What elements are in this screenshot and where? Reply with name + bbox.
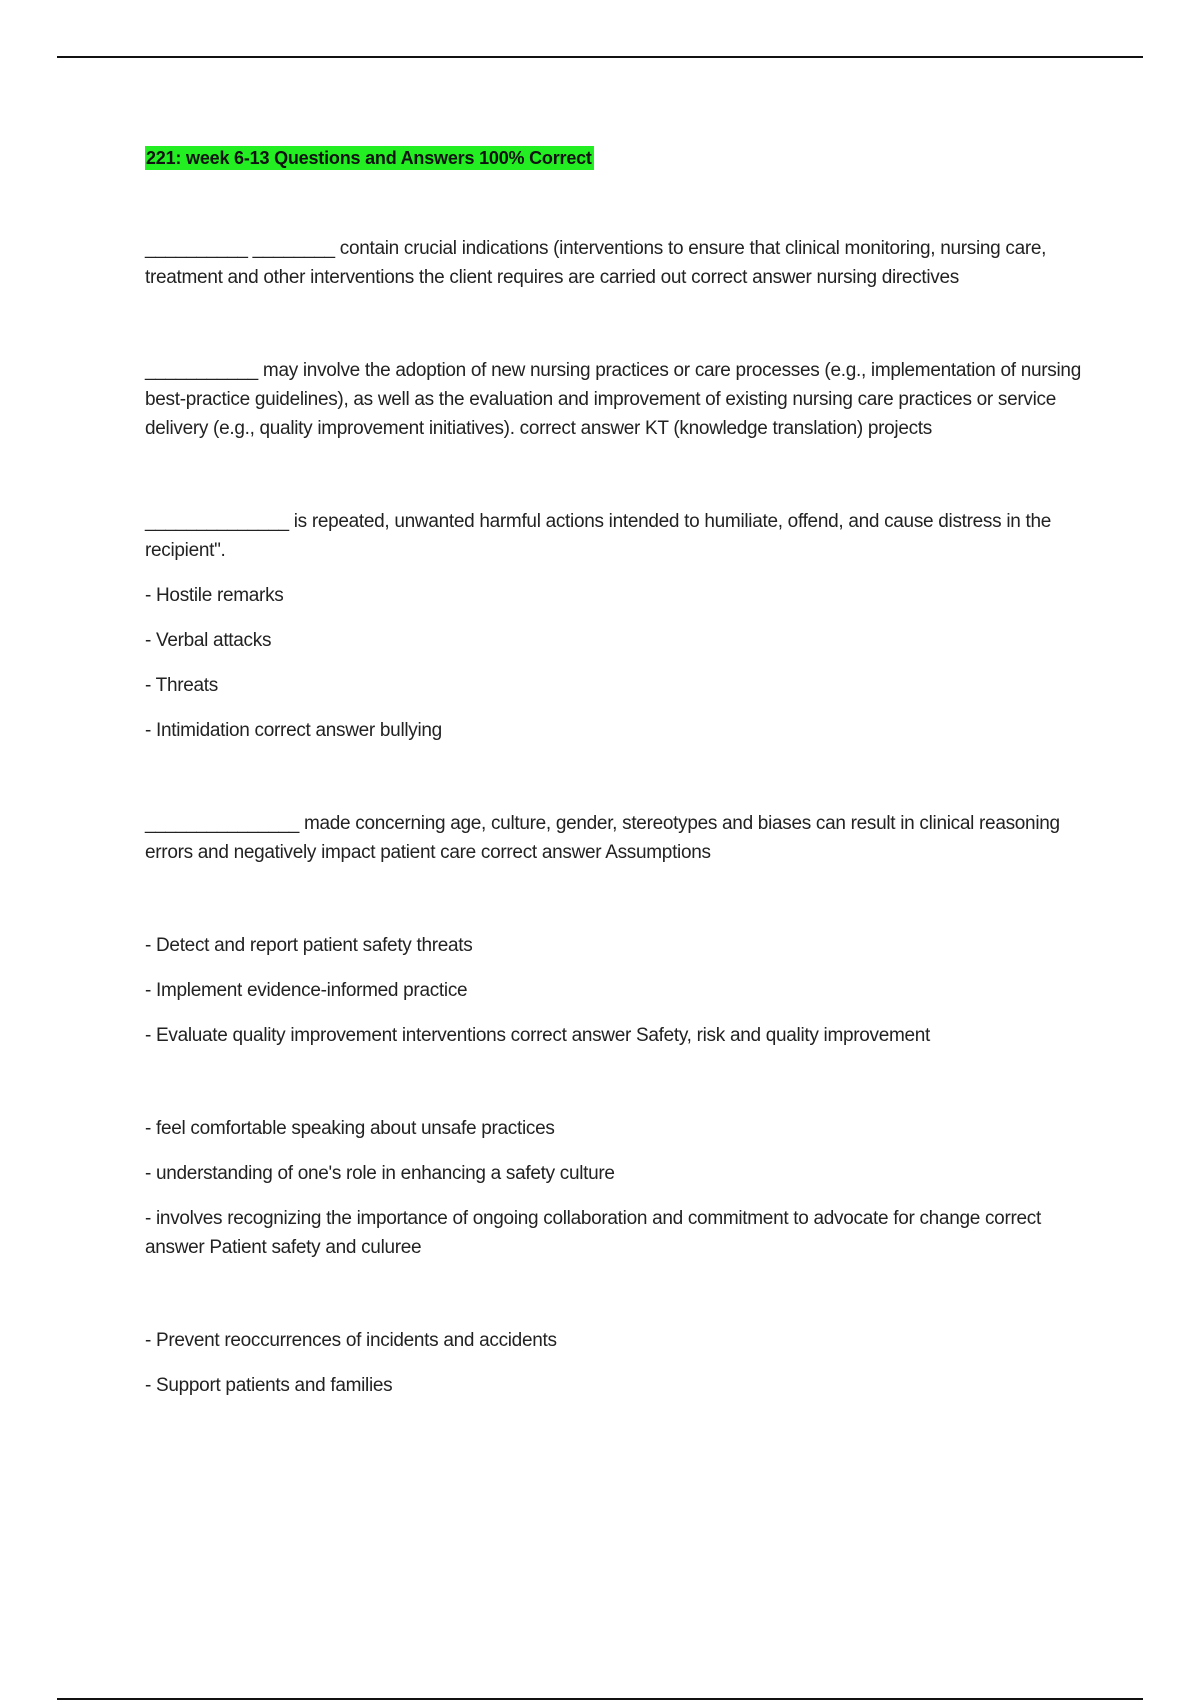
list-item: - Threats	[145, 675, 218, 696]
list-item: - Verbal attacks	[145, 630, 272, 651]
list-item: - Detect and report patient safety threats	[145, 935, 473, 956]
qa-entry-6	[145, 1114, 1085, 1262]
qa-entry-5	[145, 931, 1085, 1050]
list-item: - involves recognizing the importance of ongoing collaboration and commitment to advocate for change correct answer Patient safety and culuree	[145, 1208, 1041, 1258]
qa-entry-2	[145, 356, 1085, 443]
qa-entry-7	[145, 1326, 1085, 1400]
title-block	[145, 146, 1085, 174]
question-text: ______________ is repeated, unwanted harmful actions intended to humiliate, offend, and cause distress in the recipient".	[145, 511, 1051, 561]
header-rule	[57, 56, 1143, 58]
qa-entry-4	[145, 809, 1085, 867]
qa-entry-3	[145, 507, 1085, 745]
list-item: - Prevent reoccurrences of incidents and accidents	[145, 1330, 557, 1351]
question-text: _______________ made concerning age, culture, gender, stereotypes and biases can result in clinical reasoning errors and negatively impact patient care correct answer Assumptions	[145, 813, 1060, 863]
list-item: - Evaluate quality improvement interventions correct answer Safety, risk and quality improvement	[145, 1025, 931, 1046]
list-item: - feel comfortable speaking about unsafe practices	[145, 1118, 555, 1139]
qa-entry-1	[145, 234, 1085, 292]
list-item: - understanding of one's role in enhancing a safety culture	[145, 1163, 615, 1184]
document-body	[145, 146, 1085, 1400]
list-item: - Hostile remarks	[145, 585, 284, 606]
document-title: 221: week 6-13 Questions and Answers 100% Correct	[146, 148, 592, 168]
list-item: - Implement evidence-informed practice	[145, 980, 468, 1001]
question-text: ___________ may involve the adoption of new nursing practices or care processes (e.g., implementation of nursing best-practice guidelines), as well as the evaluation and improvement of existing nursing care practices or service delivery (e.g., quality improvement initiatives). correct answer KT (knowledge translation) projects	[145, 360, 1081, 439]
list-item: - Intimidation correct answer bullying	[145, 720, 442, 741]
list-item: - Support patients and families	[145, 1375, 393, 1396]
question-text: __________ ________ contain crucial indications (interventions to ensure that clinical monitoring, nursing care, treatment and other interventions the client requires are carried out correct answer nursing directives	[145, 238, 1047, 288]
